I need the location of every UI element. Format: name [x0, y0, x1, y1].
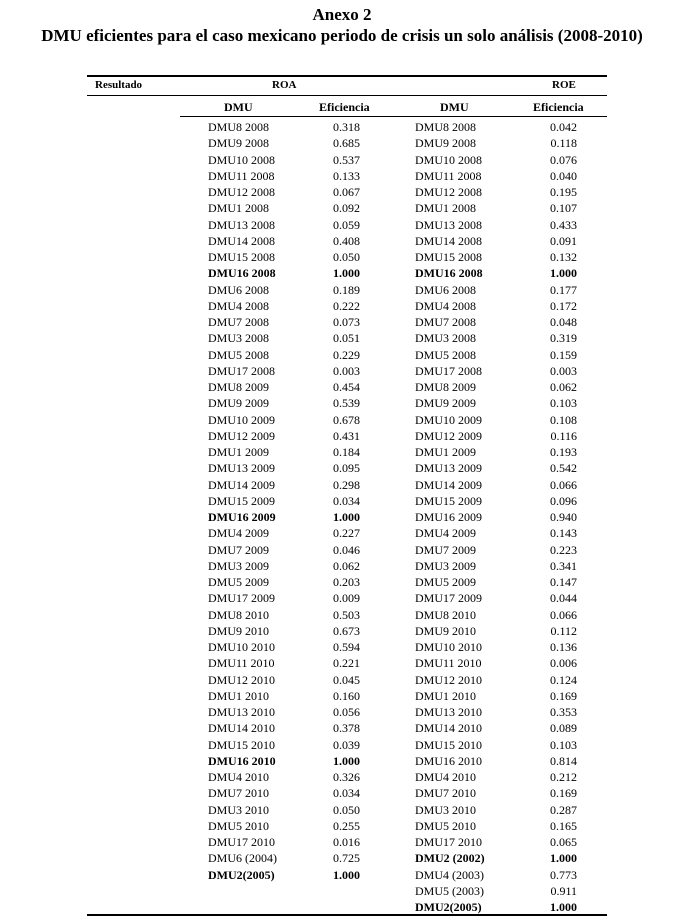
roe-efficiency-cell: 0.103 — [550, 737, 577, 752]
roa-efficiency-cell: 0.184 — [333, 445, 360, 459]
roa-efficiency-cell: 0.050 — [333, 250, 360, 264]
roe-dmu-cell: DMU16 2008 — [415, 266, 483, 281]
roe-dmu-cell: DMU12 2009 — [415, 428, 483, 443]
roe-efficiency-cell: 0.006 — [550, 656, 577, 671]
roa-efficiency-cell: 0.222 — [333, 298, 360, 313]
roe-dmu-cell: DMU12 2010 — [415, 672, 483, 687]
roa-efficiency-cell: 0.009 — [333, 591, 360, 606]
roe-efficiency-cell: 0.159 — [550, 347, 577, 362]
roa-efficiency-cell: 0.454 — [333, 380, 360, 394]
roe-efficiency-cell: 1.000 — [550, 266, 577, 281]
roa-dmu-cell: DMU9 2010 — [208, 623, 270, 638]
roe-efficiency-cell: 0.048 — [550, 315, 577, 329]
roa-dmu-cell: DMU14 2009 — [208, 477, 276, 492]
roa-dmu-cell: DMU16 2010 — [208, 753, 276, 768]
roa-dmu-cell: DMU4 2009 — [208, 526, 270, 541]
roe-dmu-cell: DMU3 2009 — [415, 558, 477, 573]
roe-dmu-cell: DMU13 2008 — [415, 217, 483, 232]
roa-efficiency-cell: 0.378 — [333, 721, 360, 736]
roa-dmu-cell: DMU12 2008 — [208, 185, 276, 199]
roe-efficiency-cell: 0.287 — [550, 802, 577, 817]
roe-dmu-cell: DMU1 2009 — [415, 445, 477, 459]
roa-efficiency-cell: 0.189 — [333, 282, 360, 297]
roa-dmu-cell: DMU1 2008 — [208, 201, 270, 216]
roa-dmu-cell: DMU16 2008 — [208, 266, 276, 281]
roe-efficiency-cell: 0.096 — [550, 493, 577, 508]
roa-dmu-cell: DMU8 2010 — [208, 607, 270, 622]
roa-efficiency-cell: 0.051 — [333, 331, 360, 346]
roa-dmu-cell: DMU7 2009 — [208, 542, 270, 557]
roe-dmu-cell: DMU8 2010 — [415, 607, 477, 622]
subheader-rule — [180, 116, 607, 117]
roa-efficiency-cell: 0.255 — [333, 818, 360, 833]
roe-efficiency-cell: 0.223 — [550, 542, 577, 557]
roe-dmu-cell: DMU14 2008 — [415, 233, 483, 248]
roe-dmu-cell: DMU4 2009 — [415, 526, 477, 541]
roe-dmu-cell: DMU11 2008 — [415, 168, 482, 183]
roa-dmu-cell: DMU10 2009 — [208, 412, 276, 427]
roa-dmu-cell: DMU15 2008 — [208, 250, 276, 264]
roe-dmu-cell: DMU14 2009 — [415, 477, 483, 492]
roe-efficiency-cell: 0.353 — [550, 705, 577, 719]
roa-dmu-cell: DMU8 2009 — [208, 380, 270, 394]
roe-efficiency-cell: 0.212 — [550, 770, 577, 784]
table-caption: DMU eficientes para el caso mexicano periodo de crisis un solo análisis (2008-2010) — [41, 26, 643, 45]
roa-efficiency-cell: 1.000 — [333, 867, 360, 882]
roe-efficiency-cell: 0.103 — [550, 396, 577, 411]
roe-efficiency-cell: 0.177 — [550, 282, 577, 297]
roe-dmu-cell: DMU12 2008 — [415, 185, 483, 199]
roe-efficiency-cell: 0.195 — [550, 185, 577, 199]
header-rule — [87, 95, 607, 96]
roe-dmu-cell: DMU17 2008 — [415, 363, 483, 378]
roe-dmu-cell: DMU3 2010 — [415, 802, 477, 817]
roe-efficiency-cell: 0.062 — [550, 380, 577, 394]
header-roe: ROE — [552, 79, 576, 91]
roe-efficiency-cell: 0.136 — [550, 640, 577, 654]
roa-efficiency-cell: 0.095 — [333, 461, 360, 476]
roa-efficiency-cell: 0.229 — [333, 347, 360, 362]
roa-dmu-cell: DMU12 2009 — [208, 428, 276, 443]
roe-dmu-cell: DMU4 (2003) — [415, 867, 484, 882]
roa-dmu-cell: DMU4 2008 — [208, 298, 270, 313]
roa-dmu-cell: DMU15 2009 — [208, 493, 276, 508]
roa-dmu-cell: DMU5 2009 — [208, 575, 270, 589]
roe-efficiency-cell: 0.147 — [550, 575, 577, 589]
roa-efficiency-cell: 0.016 — [333, 835, 360, 849]
roa-dmu-cell: DMU11 2010 — [208, 656, 275, 671]
roe-efficiency-cell: 0.940 — [550, 510, 577, 524]
roe-dmu-cell: DMU5 2008 — [415, 347, 477, 362]
roa-dmu-cell: DMU13 2010 — [208, 705, 276, 719]
roe-efficiency-cell: 0.112 — [550, 623, 577, 638]
roe-dmu-cell: DMU2 (2002) — [415, 851, 485, 866]
bottom-rule — [87, 914, 607, 916]
roe-dmu-cell: DMU8 2009 — [415, 380, 477, 394]
roa-efficiency-cell: 0.056 — [333, 705, 360, 719]
roa-dmu-cell: DMU10 2008 — [208, 152, 276, 167]
roa-dmu-cell: DMU5 2008 — [208, 347, 270, 362]
roa-dmu-cell: DMU9 2008 — [208, 136, 270, 151]
roe-efficiency-cell: 0.165 — [550, 818, 577, 833]
roa-efficiency-cell: 0.227 — [333, 526, 360, 541]
roe-dmu-cell: DMU13 2009 — [415, 461, 483, 476]
roa-efficiency-cell: 1.000 — [333, 266, 360, 281]
roe-efficiency-cell: 0.040 — [550, 168, 577, 183]
roa-efficiency-cell: 1.000 — [333, 753, 360, 768]
roe-dmu-cell: DMU16 2009 — [415, 510, 483, 524]
roa-efficiency-cell: 0.503 — [333, 607, 360, 622]
roa-efficiency-cell: 0.059 — [333, 217, 360, 232]
roe-efficiency-cell: 0.116 — [550, 428, 577, 443]
roe-dmu-cell: DMU6 2008 — [415, 282, 477, 297]
roe-efficiency-cell: 0.118 — [550, 136, 577, 151]
roa-efficiency-header: Eficiencia — [319, 100, 370, 114]
roa-dmu-cell: DMU6 2008 — [208, 282, 270, 297]
roa-dmu-cell: DMU14 2008 — [208, 233, 276, 248]
roa-dmu-cell: DMU7 2008 — [208, 315, 270, 329]
roa-dmu-cell: DMU17 2010 — [208, 835, 276, 849]
roe-efficiency-cell: 0.172 — [550, 298, 577, 313]
annex-title: Anexo 2 — [312, 5, 372, 24]
roa-efficiency-cell: 0.298 — [333, 477, 360, 492]
roa-dmu-cell: DMU1 2009 — [208, 445, 270, 459]
roa-efficiency-cell: 0.678 — [333, 412, 360, 427]
roe-efficiency-cell: 0.433 — [550, 217, 577, 232]
roe-efficiency-header: Eficiencia — [533, 100, 584, 114]
roe-dmu-cell: DMU7 2010 — [415, 786, 477, 801]
roa-efficiency-cell: 0.318 — [333, 120, 360, 134]
roe-efficiency-cell: 0.911 — [550, 883, 577, 898]
roe-dmu-cell: DMU14 2010 — [415, 721, 483, 736]
roe-dmu-cell: DMU5 (2003) — [415, 883, 484, 898]
roe-efficiency-cell: 0.169 — [550, 688, 577, 703]
roe-efficiency-cell: 0.143 — [550, 526, 577, 541]
roa-dmu-cell: DMU1 2010 — [208, 688, 270, 703]
roe-efficiency-cell: 0.003 — [550, 363, 577, 378]
roe-dmu-cell: DMU17 2010 — [415, 835, 483, 849]
roa-efficiency-cell: 0.092 — [333, 201, 360, 216]
roa-efficiency-cell: 0.046 — [333, 542, 360, 557]
roa-dmu-cell: DMU16 2009 — [208, 510, 276, 524]
roe-dmu-cell: DMU5 2010 — [415, 818, 477, 833]
roe-efficiency-cell: 0.193 — [550, 445, 577, 459]
roe-dmu-cell: DMU1 2010 — [415, 688, 477, 703]
roe-dmu-cell: DMU16 2010 — [415, 753, 483, 768]
roa-efficiency-cell: 0.594 — [333, 640, 360, 654]
roa-dmu-cell: DMU3 2008 — [208, 331, 270, 346]
roe-efficiency-cell: 0.091 — [550, 233, 577, 248]
roe-efficiency-cell: 1.000 — [550, 851, 577, 866]
roa-efficiency-cell: 0.050 — [333, 802, 360, 817]
header-roa: ROA — [272, 79, 297, 91]
roa-efficiency-cell: 0.160 — [333, 688, 360, 703]
roe-efficiency-cell: 0.066 — [550, 477, 577, 492]
roa-dmu-header: DMU — [224, 100, 253, 114]
roa-dmu-cell: DMU10 2010 — [208, 640, 276, 654]
roe-efficiency-cell: 0.107 — [550, 201, 577, 216]
roe-dmu-cell: DMU10 2010 — [415, 640, 483, 654]
roa-dmu-cell: DMU3 2009 — [208, 558, 270, 573]
roe-efficiency-cell: 0.066 — [550, 607, 577, 622]
roa-efficiency-cell: 0.067 — [333, 185, 360, 199]
roa-efficiency-cell: 0.039 — [333, 737, 360, 752]
roa-dmu-cell: DMU15 2010 — [208, 737, 276, 752]
roa-dmu-cell: DMU12 2010 — [208, 672, 276, 687]
roe-dmu-cell: DMU3 2008 — [415, 331, 477, 346]
roe-efficiency-cell: 0.341 — [550, 558, 577, 573]
roe-efficiency-cell: 0.108 — [550, 412, 577, 427]
roa-dmu-cell: DMU17 2008 — [208, 363, 276, 378]
roa-efficiency-cell: 1.000 — [333, 510, 360, 524]
roa-efficiency-cell: 0.062 — [333, 558, 360, 573]
roe-dmu-cell: DMU2(2005) — [415, 900, 482, 914]
roa-efficiency-cell: 0.034 — [333, 786, 360, 801]
roa-dmu-cell: DMU14 2010 — [208, 721, 276, 736]
roe-efficiency-cell: 0.042 — [550, 120, 577, 134]
roe-dmu-cell: DMU11 2010 — [415, 656, 482, 671]
roe-efficiency-cell: 0.124 — [550, 672, 577, 687]
roe-efficiency-cell: 0.542 — [550, 461, 577, 476]
roa-dmu-cell: DMU13 2008 — [208, 217, 276, 232]
roe-dmu-cell: DMU7 2008 — [415, 315, 477, 329]
roa-dmu-cell: DMU11 2008 — [208, 168, 275, 183]
roa-dmu-cell: DMU7 2010 — [208, 786, 270, 801]
roe-efficiency-cell: 0.169 — [550, 786, 577, 801]
roe-dmu-cell: DMU9 2008 — [415, 136, 477, 151]
top-rule — [87, 75, 607, 77]
roe-dmu-cell: DMU15 2010 — [415, 737, 483, 752]
roe-dmu-cell: DMU17 2009 — [415, 591, 483, 606]
roe-dmu-cell: DMU10 2008 — [415, 152, 483, 167]
roe-dmu-cell: DMU4 2010 — [415, 770, 477, 784]
roe-efficiency-cell: 0.773 — [550, 867, 577, 882]
roa-efficiency-cell: 0.203 — [333, 575, 360, 589]
roa-efficiency-cell: 0.408 — [333, 233, 360, 248]
roe-efficiency-cell: 0.814 — [550, 753, 577, 768]
roe-dmu-cell: DMU5 2009 — [415, 575, 477, 589]
roa-efficiency-cell: 0.045 — [333, 672, 360, 687]
roe-efficiency-cell: 0.044 — [550, 591, 577, 606]
roa-dmu-cell: DMU13 2009 — [208, 461, 276, 476]
roa-efficiency-cell: 0.537 — [333, 152, 360, 167]
roa-efficiency-cell: 0.133 — [333, 168, 360, 183]
roa-efficiency-cell: 0.725 — [333, 851, 360, 866]
roa-efficiency-cell: 0.221 — [333, 656, 360, 671]
roe-dmu-cell: DMU1 2008 — [415, 201, 477, 216]
roa-dmu-cell: DMU8 2008 — [208, 120, 270, 134]
roe-efficiency-cell: 0.065 — [550, 835, 577, 849]
roa-efficiency-cell: 0.003 — [333, 363, 360, 378]
roa-efficiency-cell: 0.034 — [333, 493, 360, 508]
header-resultado: Resultado — [95, 79, 143, 91]
roe-dmu-header: DMU — [440, 100, 469, 114]
roe-dmu-cell: DMU15 2009 — [415, 493, 483, 508]
roe-efficiency-cell: 0.319 — [550, 331, 577, 346]
roe-dmu-cell: DMU10 2009 — [415, 412, 483, 427]
roe-efficiency-cell: 0.076 — [550, 152, 577, 167]
roa-dmu-cell: DMU17 2009 — [208, 591, 276, 606]
roa-efficiency-cell: 0.431 — [333, 428, 360, 443]
roa-dmu-cell: DMU4 2010 — [208, 770, 270, 784]
roa-dmu-cell: DMU5 2010 — [208, 818, 270, 833]
roa-efficiency-cell: 0.073 — [333, 315, 360, 329]
roe-dmu-cell: DMU8 2008 — [415, 120, 477, 134]
roa-dmu-cell: DMU6 (2004) — [208, 851, 277, 866]
roa-dmu-cell: DMU9 2009 — [208, 396, 270, 411]
roa-efficiency-cell: 0.539 — [333, 396, 360, 411]
roa-efficiency-cell: 0.326 — [333, 770, 360, 784]
roe-dmu-cell: DMU9 2009 — [415, 396, 477, 411]
roe-dmu-cell: DMU4 2008 — [415, 298, 477, 313]
roe-efficiency-cell: 0.089 — [550, 721, 577, 736]
roe-dmu-cell: DMU9 2010 — [415, 623, 477, 638]
roa-efficiency-cell: 0.685 — [333, 136, 360, 151]
roa-dmu-cell: DMU3 2010 — [208, 802, 270, 817]
roe-dmu-cell: DMU13 2010 — [415, 705, 483, 719]
roe-dmu-cell: DMU15 2008 — [415, 250, 483, 264]
roa-dmu-cell: DMU2(2005) — [208, 867, 275, 882]
roe-efficiency-cell: 1.000 — [550, 900, 577, 914]
roe-efficiency-cell: 0.132 — [550, 250, 577, 264]
roa-efficiency-cell: 0.673 — [333, 623, 360, 638]
roe-dmu-cell: DMU7 2009 — [415, 542, 477, 557]
